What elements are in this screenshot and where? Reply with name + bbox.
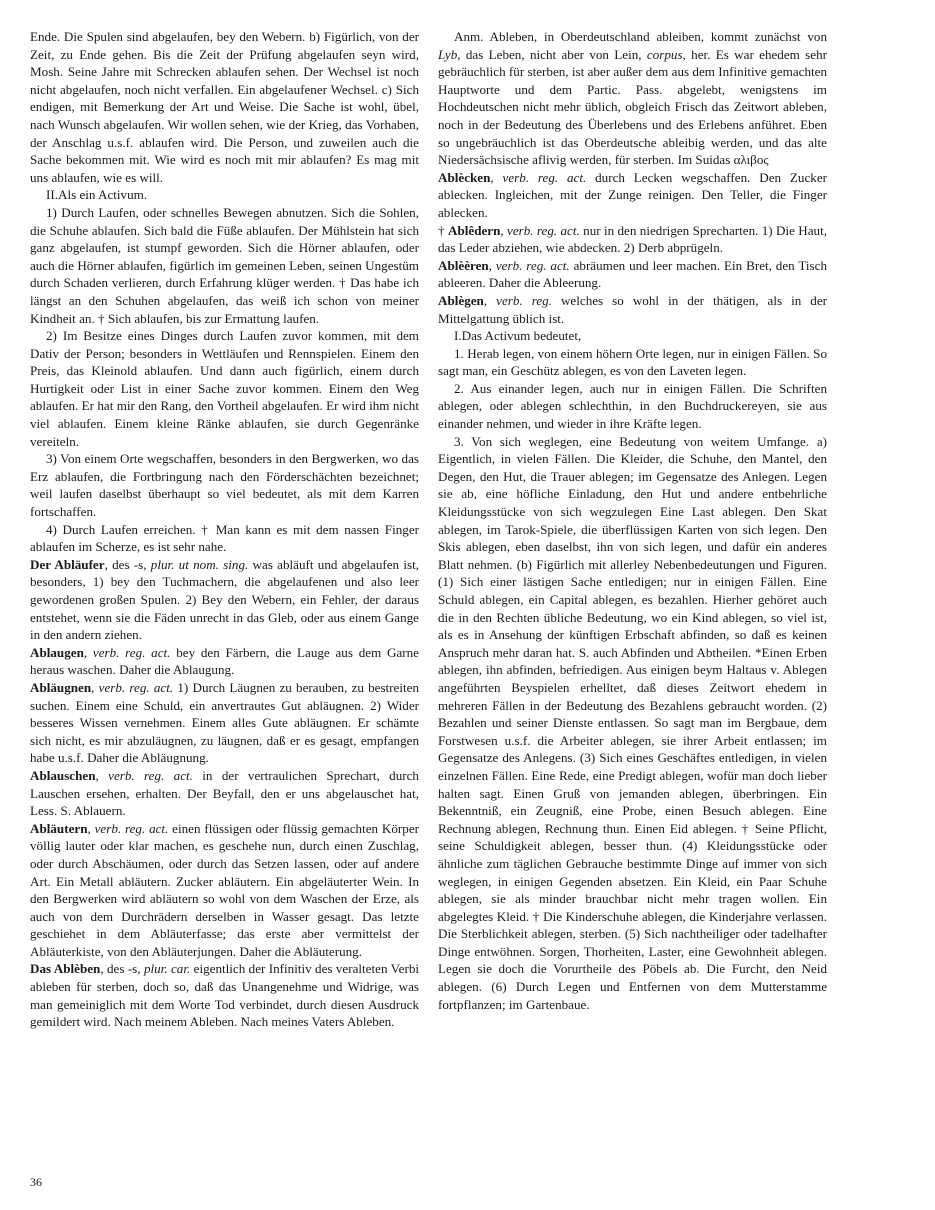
- entry-text: einen flüssigen oder flüssig gemachten Körper völlig lauter oder klar machen, es geschehe nun, durch einen Zuschlag, oder durch Abschäumen, oder durch das Setzen lassen, oder auf andere Art. Ein Metall abläutern. Zucker abläutern. Ein abgeläuterter Wein. In den Bergwerken wird abläutern so wohl von dem Waschen der Erze, als auch von dem Durchrädern derselben in Wasser gesagt. Das letzte geschiehet in dem Abläuterfasse; das erste aber vermittelst der Abläuterkiste, von den Abläuterjungen. Daher die Abläuterung.: [30, 820, 419, 959]
- dictionary-entry: [438, 222, 827, 257]
- grammar-note: plur. ut nom. sing.: [150, 556, 249, 572]
- entry-text: das Leben, nicht aber von Lein,: [460, 46, 647, 62]
- grammar-note: verb. reg.: [496, 292, 552, 308]
- greek-word: αλιβος: [733, 152, 769, 168]
- entry-text: ,: [83, 644, 93, 660]
- headword: Ablèèren: [438, 257, 489, 273]
- entry-paragraph: [30, 450, 419, 520]
- headword: Der Abläufer: [30, 556, 105, 572]
- entry-text: 1) Durch Läugnen zu berauben, zu bestreiten suchen. Einem eine Schuld, ein anvertrautes Gut abläugnen. 2) Wider besseres Wissen vernehmen. Einem alles Gute abläugnen. Er schämte sich nicht, es mir abzuläugnen, zu läugnen, daß er es gesagt, empfangen habe u.s.f. Daher die Abläugnung.: [30, 679, 419, 766]
- grammar-note: verb. reg. act.: [92, 644, 171, 660]
- headword: Abläutern: [30, 820, 88, 836]
- entry-paragraph: [438, 28, 827, 169]
- headword: Ablaugen: [30, 644, 84, 660]
- entry-text: 4) Durch Laufen erreichen. † Man kann es mit dem nassen Finger ablaufen im Scherze, es ist sehr nahe.: [30, 521, 419, 555]
- entry-paragraph: [438, 345, 827, 380]
- entry-paragraph: [30, 28, 419, 186]
- left-column: [30, 28, 419, 1031]
- dictionary-entry: [30, 644, 419, 679]
- grammar-note: verb. reg. act.: [108, 767, 193, 783]
- grammar-note: corpus,: [646, 46, 686, 62]
- entry-text: Ende. Die Spulen sind abgelaufen, bey den Webern. b) Figürlich, von der Zeit, zu Ende gehen. Bis die Zeit der Prüfung abgelaufen seyn wird, Mosh. Seine Jahre mit Schrecken ablaufen sehen. Der Wechsel ist noch nicht abgelaufen, noch nicht verfallen. Ein abgelaufener Wechsel. c) Sich endigen, mit Bemerkung der Art und Weise. Die Sache ist wohl, übel, nach Wunsch abgelaufen. Wir wollen sehen, wie der Krieg, das Vorhaben, der Anschlag u.s.f. ablaufen wird. Die Person, und zuweilen auch die Sache bekommen mit. Wie wird es noch mit mir ablaufen? Es mag mit uns ablaufen, wie es will.: [30, 29, 419, 185]
- grammar-note: verb. reg. act.: [507, 222, 580, 238]
- headword: Abläugnen: [30, 679, 92, 695]
- grammar-note: plur. car.: [143, 961, 191, 977]
- entry-text: 2) Im Besitze eines Dinges durch Laufen zuvor kommen, mit dem Dativ der Person; besonders in Wettläufen und Rennspielen. Einem den Preis, das Kleinold ablaufen. Und dann auch figürlich, einem durch Hurtigkeit oder List in einer Sache zuvor kommen. Einem den Weg ablaufen. Er hat mir den Rang, den Vortheil abgelaufen. Er wird ihm nicht viel ablaufen. Einem kleine Ränke ablaufen, sie durch Gegenränke vereiteln.: [30, 328, 419, 449]
- entry-paragraph: [30, 521, 419, 556]
- entry-text: 3) Von einem Orte wegschaffen, besonders in den Bergwerken, wo das Erz ablaufen, die Fortbringung nach den Förderschächten bezeichnet; weil laufen daselbst überhaupt so viel bedeutet, als mit dem Karren fortschaffen.: [30, 451, 419, 520]
- entry-text: nur in den niedrigen Sprecharten. 1) Die Haut, das Leder abziehen, wie abdecken. 2) Derb abprügeln.: [438, 222, 827, 256]
- headword: Das Ablèben: [30, 961, 101, 977]
- dictionary-entry: [438, 257, 827, 292]
- entry-text: was abläuft und abgelaufen ist, besonders, 1) bey den Tuchmachern, die abgelaufenen und also leer gewordenen großen Spulen. 2) Bey den Webern, ein Fehler, der daraus entstehet, wenn sie die Fäden unrecht in das Gleb, oder aus einem Gange in den andern ziehen.: [30, 556, 419, 643]
- entry-text: ,: [488, 257, 496, 273]
- entry-text: 1. Herab legen, von einem höhern Orte legen, nur in einigen Fällen. So sagt man, ein Geschütz ablegen, es von den Laveten legen.: [438, 345, 827, 379]
- entry-text: bey den Färbern, die Lauge aus dem Garne heraus waschen. Daher die Ablaugung.: [30, 644, 419, 678]
- dictionary-entry: [30, 556, 419, 644]
- entry-text: ,: [95, 767, 109, 783]
- entry-text: II.Als ein Activum.: [46, 187, 148, 203]
- dictionary-entry: [30, 679, 419, 767]
- entry-paragraph: [438, 380, 827, 433]
- entry-text: ,: [483, 292, 497, 308]
- entry-text: ,: [500, 222, 508, 238]
- entry-text: 3. Von sich weglegen, eine Bedeutung von weitem Umfange. a) Eigentlich, in vielen Fällen. Die Kleider, die Schuhe, den Mantel, den Degen, den Hut, die Trauer ablegen; im Gegensatze des Anlegen. Legen sie ab, eine höfliche Einladung, den Hut und andere entbehrliche Kleidungsstücke von sich wegzulegen Eine Last ablegen. Den Skat ablegen, im Tarok-Spiele, die überflüssigen Karten von sich legen. Den Skis ablegen, eben daselbst, ihn von sich legen, und dafür ein anderes Blatt nehmen. (b) Figürlich mit allerley Nebenbedeutungen und Figuren. (1) Sich einer lästigen Sache entledigen; nur in einigen Fällen. Eine Schuld ablegen, ein Capital ablegen, es bezahlen. Hierher gehöret auch die in den Rechten übliche Bedeutung, wo ein Kind ablegen, so viel ist, als es in Ansehung der künftigen Erbschaft abfinden, so daß es keinen Anspruch mehr daran hat. S. auch Abfinden und Abtheilen. *Einen Erben ablegen, ihn abfinden, befriedigen. Aus einigen beym Haltaus v. Ablegen angeführten Beyspielen erhelltet, daß dieses Zeitwort ehedem in mehreren Fällen in der Bedeutung des Bezahlens gebraucht worden. (2) Bezahlen und seiner Dienste entlassen. So sagt man im Bergbaue, dem Forstwesen u.s.f. die Arbeiter ablegen, sie ihrer Arbeit entlassen; im Gegensatze des Anlegens. (3) Sich eines Geschäftes entledigen, in vielen einzelnen Fällen. Eine Rede, eine Predigt ablegen, wofür man doch lieber halten sagt. Einen Gruß von jemanden ablegen, überbringen. Ein Bekenntniß, ein Zeugniß, eine Probe, einen Besuch ablegen. Eine Rechnung ablegen, Rechnung thun. Einen Eid ablegen. † Seine Pflicht, seine Schuldigkeit ablegen, besser thun. (4) Kleidungsstücke oder ähnliche zum täglichen Gebrauche bestimmte Dinge auf immer von sich weglegen, in einigen Gegenden absetzen. Ein Kleid, ein Paar Schuhe ablegen, sie als minder brauchbar nicht mehr tragen wollen. Ein abgelegtes Kleid. † Die Kinderschuhe ablegen, die Kinderjahre verlassen. Die Sterblichkeit ablegen, sterben. (5) Sich nachtheiliger oder tadelhafter Dinge entwöhnen. Sorgen, Thorheiten, Laster, eine Gewohnheit ablegen. Legen sie doch die Vorurtheile des Pöbels ab. Die Furcht, den Neid ablegen. (6) Durch Legen und Entfernen von dem Mutterstamme fortpflanzen; im Gartenbaue.: [438, 433, 827, 1012]
- headword: Ablauschen: [30, 767, 96, 783]
- entry-text: †: [438, 222, 448, 238]
- entry-text: welches so wohl in der thätigen, als in der Mittelgattung üblich ist.: [438, 292, 828, 326]
- entry-text: , des -s,: [100, 961, 144, 977]
- entry-paragraph: [438, 327, 827, 345]
- entry-text: ,: [87, 820, 95, 836]
- dictionary-entry: [30, 960, 419, 1030]
- entry-text: ,: [91, 679, 99, 695]
- entry-text: her. Es war ehedem sehr gebräuchlich für sterben, ist aber außer dem aus dem Infinitive gemachten Hauptworte und dem Partic. Pass. abgelebt, wenigstens im Hochdeutschen nicht mehr üblich, obgleich Frisch das Zeitwort ableben, noch in der Bedeutung des Überlebens und des Erlebens anführet. Eben so ungebräuchlich ist das Oberdeutsche ableibig werden, und das alte Niedersächsische aflivig werden, für sterben. Im Suidas: [438, 46, 827, 168]
- entry-text: durch Lecken wegschaffen. Den Zucker ablecken. Ingleichen, mit der Zunge reinigen. Den Teller, die Finger ablecken.: [438, 169, 827, 220]
- grammar-note: verb. reg. act.: [502, 169, 587, 185]
- entry-text: abräumen und leer machen. Ein Bret, den Tisch ableeren. Daher die Ableerung.: [438, 257, 827, 291]
- dictionary-entry: [438, 169, 827, 222]
- right-column: [438, 28, 827, 1013]
- entry-text: 1) Durch Laufen, oder schnelles Bewegen abnutzen. Sich die Sohlen, die Schuhe ablaufen. Sich bald die Füße ablaufen. Der Mühlstein hat sich ganz abgelaufen, ist stumpf geworden. Sich die Hörner ablaufen, oder auch die Hörner ablaufen, figürlich im gemeinen Leben, seinen Ungestüm durch Schaden verlieren, durch Erfahrung klüger werden. † Das habe ich längst an den Schuhen abgelaufen, das weiß ich schon von meiner Kindheit an. † Sich ablaufen, bis zur Ermattung laufen.: [30, 204, 419, 326]
- entry-paragraph: [438, 433, 827, 1014]
- headword: Ablègen: [438, 292, 484, 308]
- entry-text: Anm. Ableben, in Oberdeutschland ableiben, kommt zunächst von: [454, 29, 827, 44]
- grammar-note: Lyb,: [438, 46, 461, 62]
- dictionary-entry: [30, 767, 419, 820]
- entry-paragraph: [30, 327, 419, 450]
- headword: Ablècken: [438, 169, 491, 185]
- entry-text: I.Das Activum bedeutet,: [454, 328, 582, 344]
- entry-text: eigentlich der Infinitiv des veralteten Verbi ableben für sterben, doch so, daß das Unangenehme und Widrige, was man gemeiniglich mit dem Worte Tod verbindet, durch diesen Ausdruck gemildert wird. Nach meinem Ableben. Nach meines Vaters Ableben.: [30, 961, 419, 1030]
- dictionary-entry: [438, 292, 827, 327]
- dictionary-entry: [30, 820, 419, 961]
- grammar-note: verb. reg. act.: [94, 820, 169, 836]
- entry-text: in der vertraulichen Sprechart, durch Lauschen ersehen, erhalten. Der Beyfall, den er uns abgelauschet hat, Less. S. Ablauern.: [30, 767, 419, 819]
- entry-text: ,: [490, 169, 503, 185]
- entry-paragraph: [30, 204, 419, 327]
- entry-paragraph: [30, 186, 419, 204]
- entry-text: 2. Aus einander legen, auch nur in einigen Fällen. Die Schriften ablegen, oder ablegen schlechthin, in den Buchdruckereyen, sie aus einander nehmen, und wieder in ihre Kräfte legen.: [438, 380, 827, 432]
- grammar-note: verb. reg. act.: [98, 679, 174, 695]
- page-number: 36: [30, 1175, 42, 1189]
- entry-text: , des -s,: [104, 556, 151, 572]
- grammar-note: verb. reg. act.: [495, 257, 570, 273]
- headword: Ablêdern: [448, 222, 501, 238]
